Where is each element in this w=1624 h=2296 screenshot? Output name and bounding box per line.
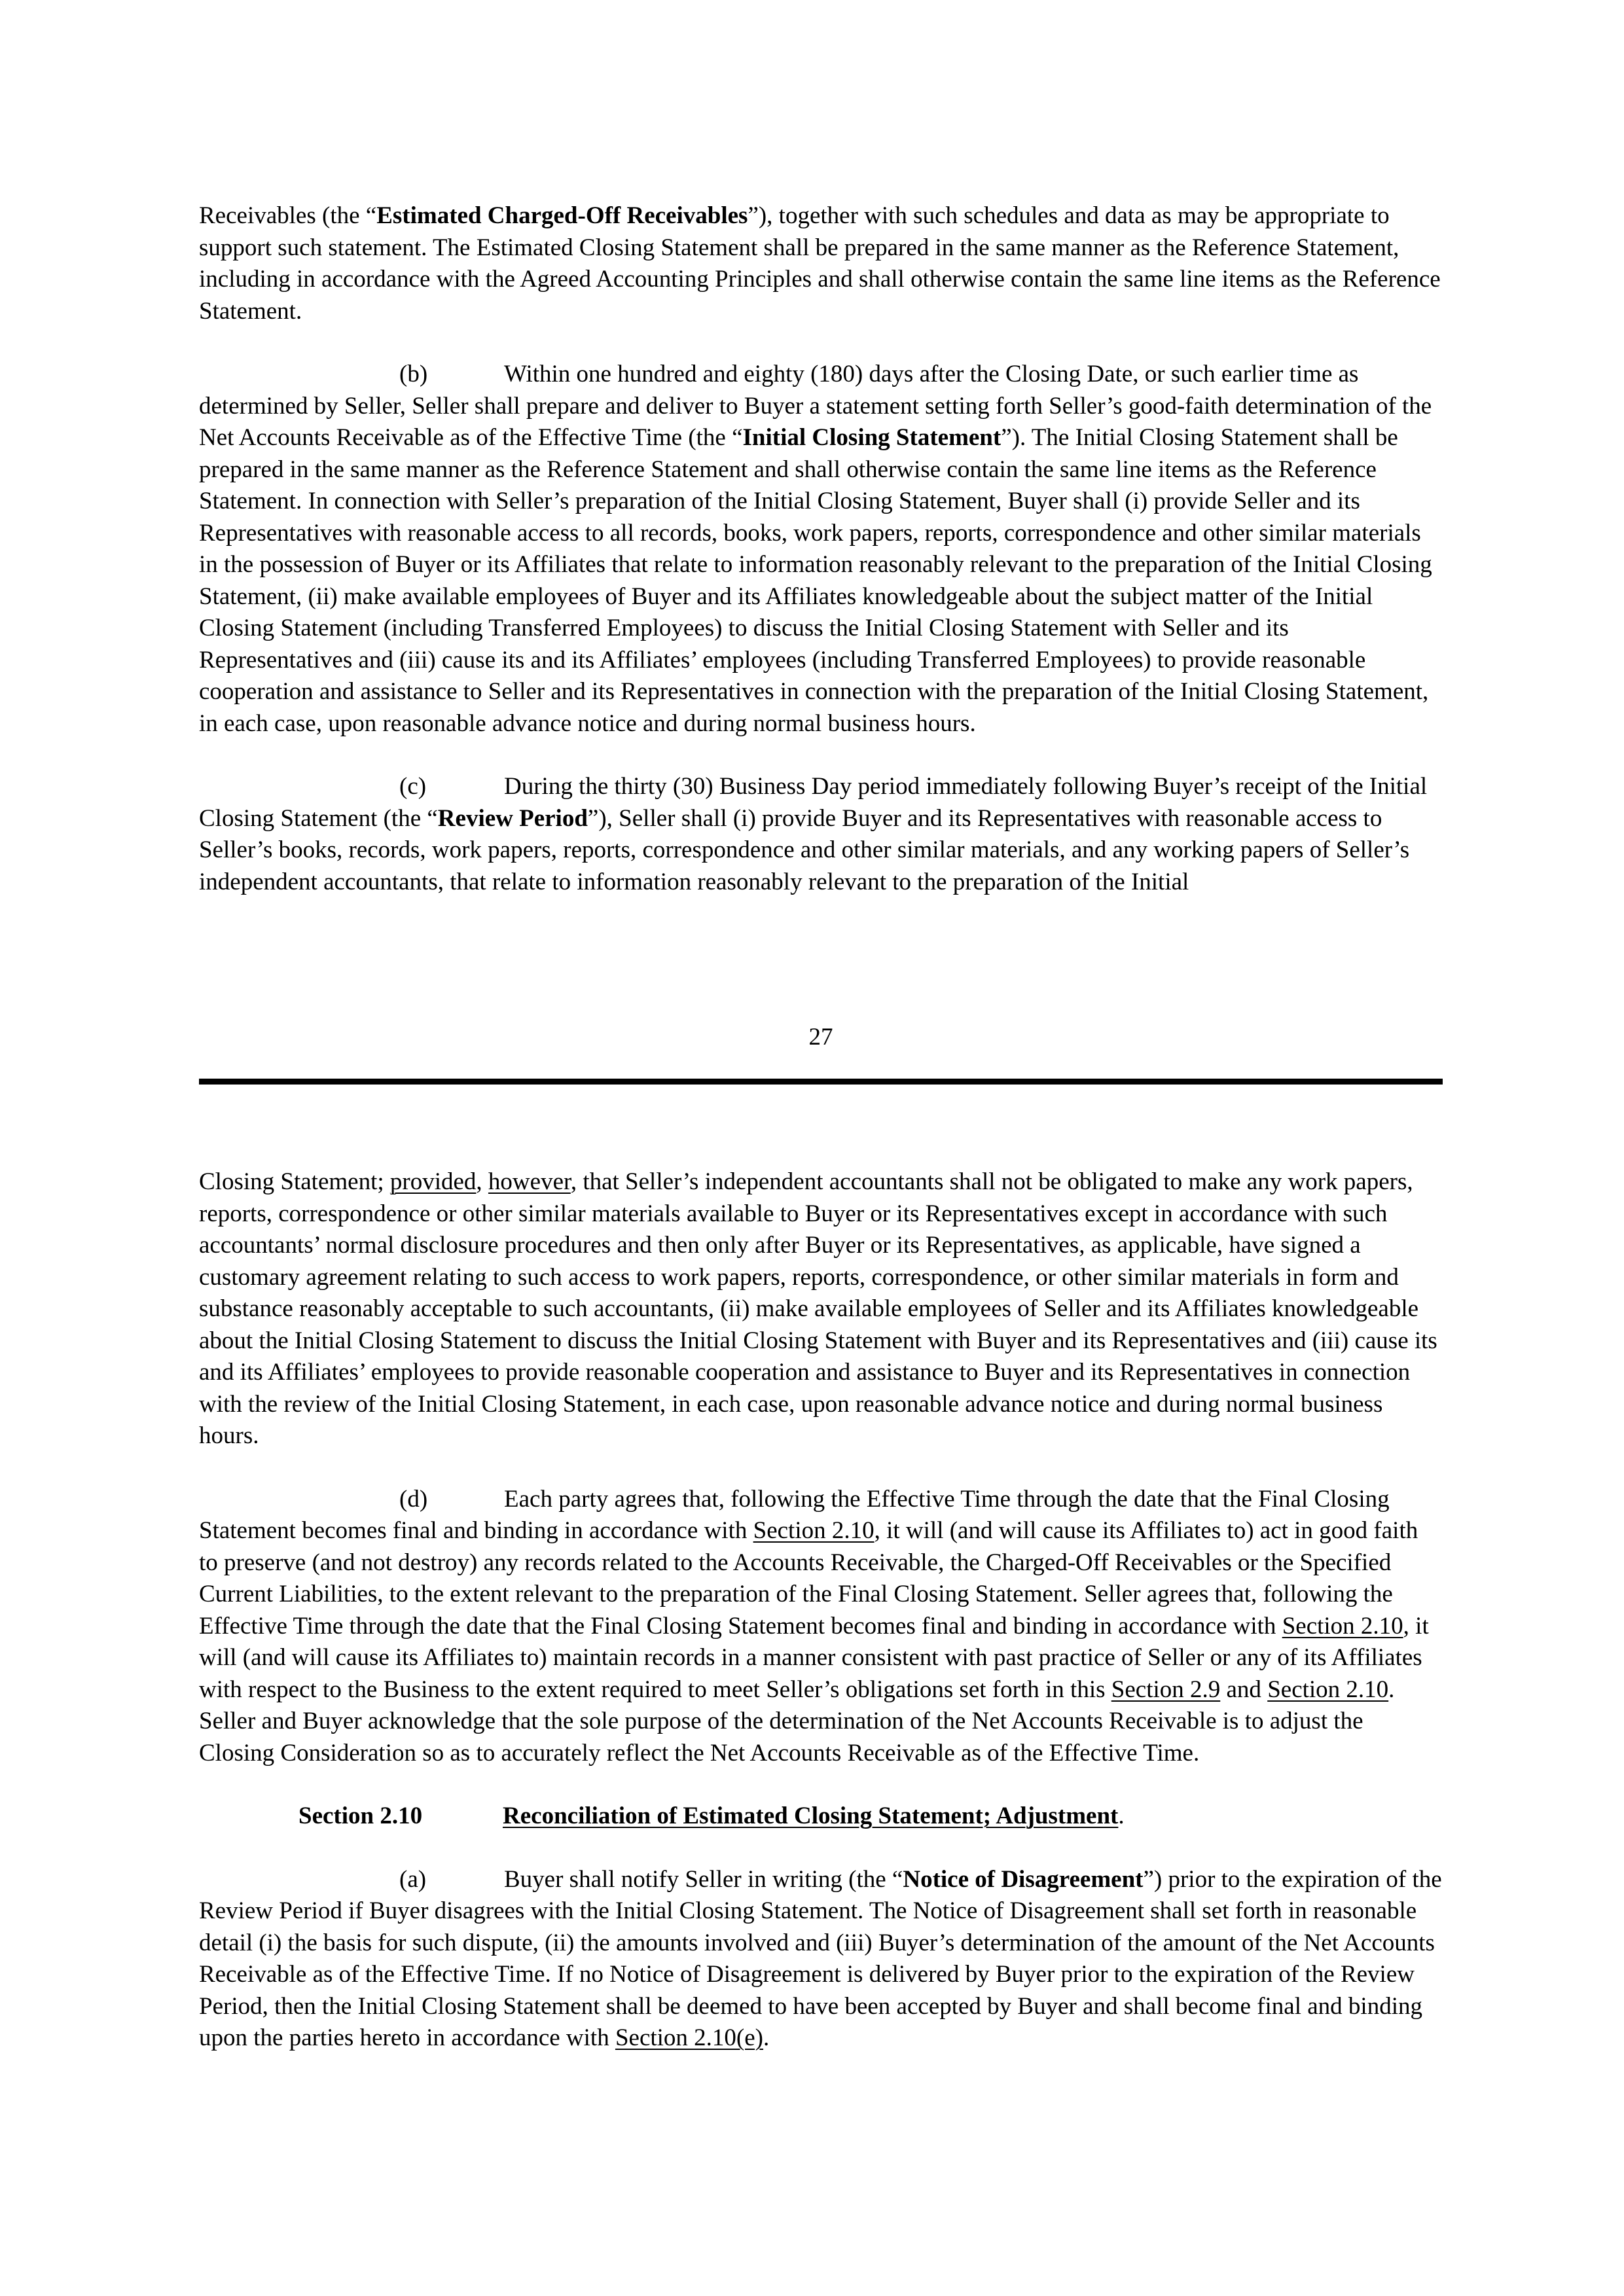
clause-label: (d) [399,1485,428,1513]
underlined-term: provided [389,1168,477,1195]
section-reference: Section 2.10 [1267,1676,1389,1703]
section-reference: Section 2.10 [753,1517,875,1544]
clause-label: (b) [399,361,428,387]
section-reference: Section 2.9 [1111,1676,1221,1703]
clause-label: (c) [399,773,427,800]
paragraph-b: (b) Within one hundred and eighty (180) days after the Closing Date, or such earlier time as determined by Seller, Seller shall prepare and deliver to Buyer a statement setting forth Seller’s good-faith determination of the Net Accounts Receivable as of the Effective Time (the “Initial Closing Statement”). The Initial Closing Statement shall be prepared in the same manner as the Reference Statement and shall otherwise contain the same line items as the Reference Statement. In connection with Seller’s preparation of the Initial Closing Statement, Buyer shall (i) provide Seller and its Representatives with reasonable access to all records, books, work papers, reports, correspondence and other similar materials in the possession of Buyer or its Affiliates that relate to information reasonably relevant to the preparation of the Initial Closing Statement, (ii) make available employees of Buyer and its Affiliates knowledgeable about the subject matter of the Initial Closing Statement (including Transferred Employees) to discuss the Initial Closing Statement with Seller and its Representatives and (iii) cause its and its Affiliates’ employees (including Transferred Employees) to provide reasonable cooperation and assistance to Seller and its Representatives in connection with the preparation of the Initial Closing Statement, in each case, upon reasonable advance notice and during normal business hours. [199,359,1443,740]
page-27-body [199,200,1443,898]
defined-term: Review Period [437,804,588,832]
section-number: Section 2.10 [298,1803,423,1829]
page-break-rule [199,1079,1443,1085]
paragraph-a: (a) Buyer shall notify Seller in writing (the “Notice of Disagreement”) prior to the expiration of the Review Period if Buyer disagrees with the Initial Closing Statement. The Notice of Disagreement shall set forth in reasonable detail (i) the basis for such dispute, (ii) the amounts involved and (iii) Buyer’s determination of the amount of the Net Accounts Receivable as of the Effective Time. If no Notice of Disagreement is delivered by Buyer prior to the expiration of the Review Period, then the Initial Closing Statement shall be deemed to have been accepted by Buyer and shall become final and binding upon the parties hereto in accordance with Section 2.10(e). [199,1864,1443,2054]
section-reference: Section 2.10 [1282,1612,1403,1640]
paragraph-c: (c) During the thirty (30) Business Day period immediately following Buyer’s receipt of the Initial Closing Statement (the “Review Period”), Seller shall (i) provide Buyer and its Representatives with reasonable access to Seller’s books, records, work papers, reports, correspondence and other similar materials, and any working papers of Seller’s independent accountants, that relate to information reasonably relevant to the preparation of the Initial [199,771,1443,898]
defined-term: Notice of Disagreement [903,1865,1144,1893]
page-number: 27 [808,1024,833,1050]
page-28-body [199,1166,1443,2054]
clause-label: (a) [399,1865,427,1893]
section-title: Reconciliation of Estimated Closing Statement; Adjustment [503,1803,1119,1829]
defined-term: Initial Closing Statement [742,424,1001,451]
underlined-term: however [488,1168,571,1195]
paragraph-continuation: Receivables (the “Estimated Charged-Off Receivables”), together with such schedules and data as may be appropriate to support such statement. The Estimated Closing Statement shall be prepared in the same manner as the Reference Statement, including in accordance with the Agreed Accounting Principles and shall otherwise contain the same line items as the Reference Statement. [199,202,1441,325]
defined-term: Estimated Charged-Off Receivables [376,202,748,229]
section-heading: Section 2.10 Reconciliation of Estimated Closing Statement; Adjustment. [199,1801,1443,1833]
paragraph-continuation: Closing Statement; provided, however, that Seller’s independent accountants shall not be obligated to make any work papers, reports, correspondence or other similar materials available to Buyer or its Representatives except in accordance with such accountants’ normal disclosure procedures and then only after Buyer or its Representatives, as applicable, have signed a customary agreement relating to such access to work papers, reports, correspondence, or other similar materials in form and substance reasonably acceptable to such accountants, (ii) make available employees of Seller and its Affiliates knowledgeable about the Initial Closing Statement to discuss the Initial Closing Statement with Buyer and its Representatives and (iii) cause its and its Affiliates’ employees to provide reasonable cooperation and assistance to Buyer and its Representatives in connection with the review of the Initial Closing Statement, in each case, upon reasonable advance notice and during normal business hours. [199,1168,1437,1449]
paragraph-d: (d) Each party agrees that, following the Effective Time through the date that the Final Closing Statement becomes final and binding in accordance with Section 2.10, it will (and will cause its Affiliates to) act in good faith to preserve (and not destroy) any records related to the Accounts Receivable, the Charged-Off Receivables or the Specified Current Liabilities, to the extent relevant to the preparation of the Final Closing Statement. Seller agrees that, following the Effective Time through the date that the Final Closing Statement becomes final and binding in accordance with Section 2.10, it will (and will cause its Affiliates to) maintain records in a manner consistent with past practice of Seller or any of its Affiliates with respect to the Business to the extent required to meet Seller’s obligations set forth in this Section 2.9 and Section 2.10. Seller and Buyer acknowledge that the sole purpose of the determination of the Net Accounts Receivable is to adjust the Closing Consideration so as to accurately reflect the Net Accounts Receivable as of the Effective Time. [199,1484,1443,1770]
section-reference: Section 2.10(e) [615,2024,763,2051]
